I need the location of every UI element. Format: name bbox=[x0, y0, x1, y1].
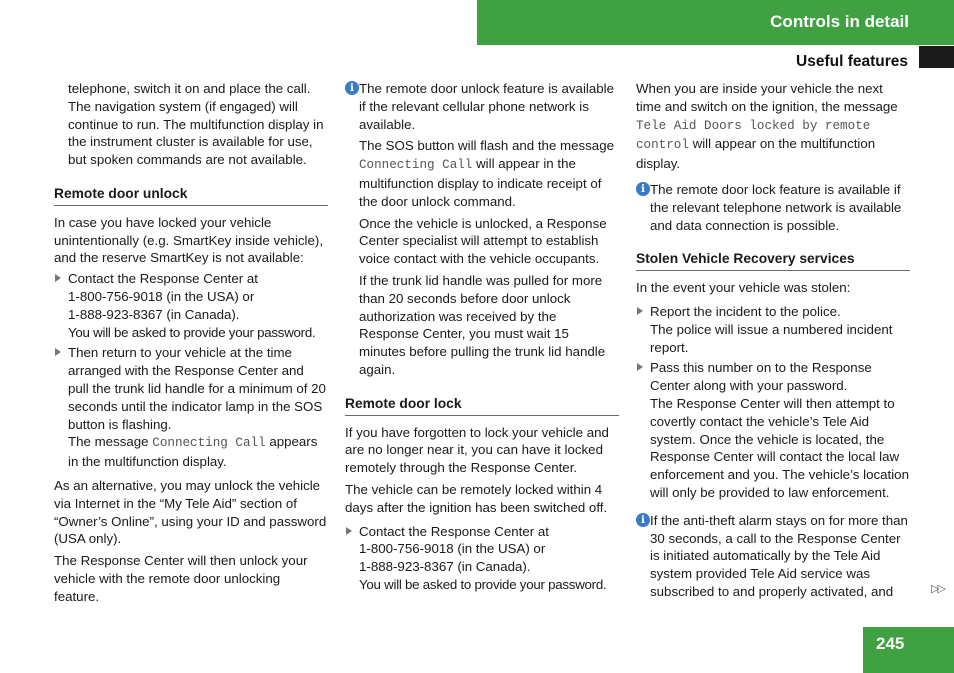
stolen-step-2: Pass this number on to the Response Center along with your password. The Response Center will then attempt to covertly contact the vehicle’s Tele Aid system. Once the vehicle is located, the Response Center will contact the local law enforcement and you. The vehicle’s location will only be provided to law enforcement. bbox=[636, 359, 910, 501]
column-1 bbox=[54, 80, 328, 609]
chapter-title: Controls in detail bbox=[770, 12, 909, 31]
lock-step-1: Contact the Response Center at 1-800-756-9018 (in the USA) or 1-888-923-8367 (in Canada). You will be asked to provide your password. bbox=[345, 523, 619, 594]
remote-unlock-heading: Remote door unlock bbox=[54, 185, 328, 206]
unlock-step-2: Then return to your vehicle at the time arranged with the Response Center and pull the trunk lid handle for a minimum of 20 seconds until the indicator lamp in the SOS button is flashing. The message Connecting Call appears in the multifunction display. bbox=[54, 344, 328, 471]
triangle-bullet-icon bbox=[55, 348, 61, 356]
info-icon: i bbox=[636, 182, 650, 196]
intro-paragraph: telephone, switch it on and place the call. The navigation system (if engaged) will continue to run. The multifunction display in the instrument cluster is available for use, but spoken commands are not available. bbox=[68, 81, 324, 168]
display-message: Tele Aid Doors locked by remote control bbox=[636, 118, 871, 153]
forgot-paragraph: If you have forgotten to lock your vehicle and are no longer near it, you can have it locked remotely through the Response Center. bbox=[345, 424, 609, 476]
stolen-vehicle-heading: Stolen Vehicle Recovery services bbox=[636, 250, 910, 271]
unlock-step-1: Contact the Response Center at 1-800-756-9018 (in the USA) or 1-888-923-8367 (in Canada). You will be asked to provide your password. bbox=[54, 270, 328, 341]
info-icon: i bbox=[345, 81, 359, 95]
page-number: 245 bbox=[876, 634, 905, 653]
unlock-intro: In case you have locked your vehicle unintentionally (e.g. SmartKey inside vehicle), and the reserve SmartKey is not available: bbox=[54, 214, 324, 266]
sos-paragraph: The SOS button will flash and the message Connecting Call will appear in the multifunction display to indicate receipt of the door unlock command. bbox=[359, 138, 614, 209]
continued-arrow-icon: ▷▷ bbox=[931, 583, 944, 595]
stolen-intro: In the event your vehicle was stolen: bbox=[636, 280, 851, 296]
inside-vehicle-paragraph: When you are inside your vehicle the next time and switch on the ignition, the message Tele Aid Doors locked by remote control will appear on the multifunction display. bbox=[636, 81, 898, 172]
triangle-bullet-icon bbox=[55, 274, 61, 282]
stolen-step-1: Report the incident to the police. The police will issue a numbered incident report. bbox=[636, 303, 910, 356]
section-tab-marker bbox=[919, 46, 954, 68]
triangle-bullet-icon bbox=[346, 527, 352, 535]
triangle-bullet-icon bbox=[637, 363, 643, 371]
info-note-3: i If the anti-theft alarm stays on for more than 30 seconds, a call to the Response Center is initiated automatically by the Tele Aid system provided Tele Aid service was subscribed to and properly activated, and bbox=[636, 512, 910, 601]
info-note-1: i The remote door unlock feature is available if the relevant cellular phone network is available. bbox=[345, 80, 619, 133]
trunk-lid-paragraph: If the trunk lid handle was pulled for more than 20 seconds before door unlock authorization was received by the Response Center, you must wait 15 minutes before pulling the trunk lid handle again. bbox=[359, 272, 606, 377]
column-3 bbox=[636, 80, 910, 604]
triangle-bullet-icon bbox=[637, 307, 643, 315]
once-unlocked-paragraph: Once the vehicle is unlocked, a Response Center specialist will attempt to establish voice contact with the vehicle occupants. bbox=[359, 215, 607, 267]
section-title: Useful features bbox=[796, 53, 908, 70]
alternative-paragraph: As an alternative, you may unlock the vehicle via Internet in the “My Tele Aid” section of “Owner’s Online”, using your ID and password (USA only). bbox=[54, 477, 327, 547]
info-note-2: i The remote door lock feature is available if the relevant telephone network is available and data connection is possible. bbox=[636, 181, 910, 234]
display-message: Connecting Call bbox=[359, 158, 473, 173]
four-days-paragraph: The vehicle can be remotely locked within 4 days after the ignition has been switched off. bbox=[345, 481, 608, 515]
response-paragraph: The Response Center will then unlock your vehicle with the remote door unlocking feature. bbox=[54, 553, 308, 604]
display-message: Connecting Call bbox=[152, 436, 266, 451]
info-icon: i bbox=[636, 513, 650, 527]
remote-lock-heading: Remote door lock bbox=[345, 395, 619, 416]
column-2 bbox=[345, 80, 619, 597]
